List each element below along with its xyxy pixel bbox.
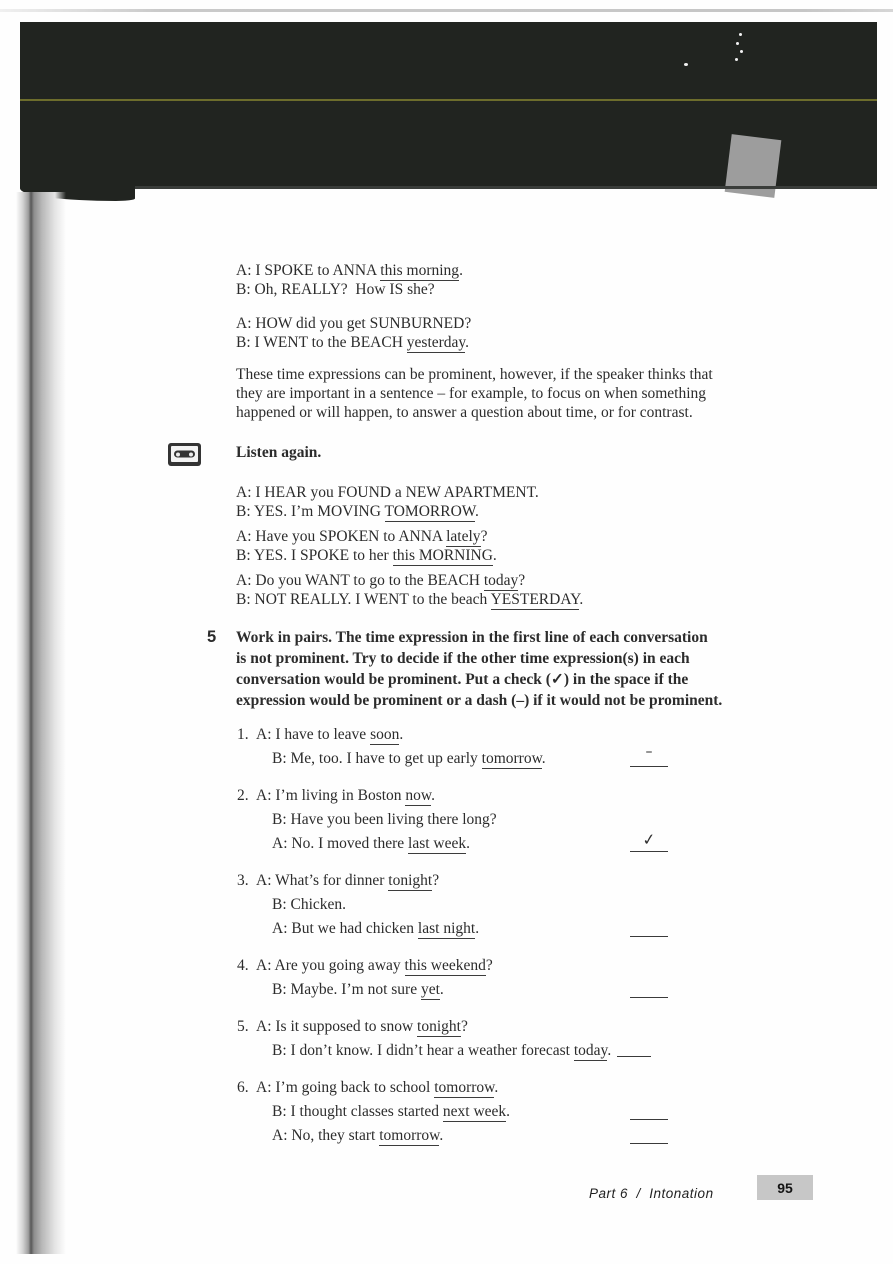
underlined-time-expression: this morning — [380, 262, 460, 279]
dialogue-pair — [236, 261, 463, 299]
text-segment: A: HOW did you get SUNBURNED? — [236, 315, 472, 332]
text-segment: B: I thought classes started — [272, 1103, 443, 1120]
text-segment: A: I have to leave — [256, 726, 371, 743]
text-segment: . — [607, 1042, 612, 1059]
text-segment: B: Have you been living there long? — [272, 811, 497, 828]
cassette-reel-icon — [189, 452, 193, 456]
text-line: Work in pairs. The time expression in the first line of each conversation — [236, 629, 708, 646]
text-segment: . — [506, 1103, 511, 1120]
text-segment: A: Is it supposed to snow — [256, 1018, 418, 1035]
white-speck — [735, 58, 738, 61]
dialogue-line — [236, 869, 716, 893]
text-line: happened or will happen, to answer a question about time, or for contrast. — [236, 404, 693, 421]
dialogue-line — [236, 1039, 716, 1063]
underlined-time-expression: now — [405, 787, 432, 804]
text-segment: A: Do you WANT to go to the BEACH — [236, 572, 484, 589]
exercise-item — [236, 1076, 716, 1148]
dialogue-line — [236, 784, 716, 808]
text-segment: ? — [518, 572, 526, 589]
explanatory-paragraph — [236, 365, 713, 422]
dialogue-pair — [236, 527, 497, 565]
answer-blank — [630, 1104, 668, 1120]
text-segment: A: I SPOKE to ANNA — [236, 262, 381, 279]
exercise-item — [236, 954, 716, 1002]
text-segment: A: No. I moved there — [272, 835, 409, 852]
exercise-item — [236, 1015, 716, 1063]
text-segment: . — [439, 981, 444, 998]
text-segment: A: What’s for dinner — [256, 872, 389, 889]
underlined-time-expression: this MORNING — [392, 547, 493, 564]
answer-blank — [630, 829, 668, 852]
text-segment: A: I HEAR you FOUND a NEW APARTMENT. — [236, 484, 539, 501]
underlined-time-expression: soon — [370, 726, 400, 743]
dialogue-line — [236, 571, 583, 590]
underlined-time-expression: tomorrow — [379, 1127, 440, 1144]
text-line: expression would be prominent or a dash (–) if it would not be prominent. — [236, 692, 723, 709]
item-number: 5. — [237, 1018, 249, 1035]
underlined-time-expression: tonight — [388, 872, 433, 889]
text-segment: A: I’m living in Boston — [256, 787, 406, 804]
text-segment: B: NOT REALLY. I WENT to the beach — [236, 591, 491, 608]
text-segment: A: Have you SPOKEN to ANNA — [236, 528, 447, 545]
book-spine-shadow — [16, 192, 66, 1254]
answer-blank — [630, 921, 668, 937]
scan-highlight-line — [20, 99, 877, 101]
white-speck — [740, 50, 743, 53]
text-line: These time expressions can be prominent, however, if the speaker thinks that — [236, 366, 713, 383]
underlined-time-expression: lately — [446, 528, 481, 545]
text-segment: A: No, they start — [272, 1127, 380, 1144]
scan-top-gray-line — [0, 9, 893, 12]
exercise-item — [236, 784, 716, 856]
underlined-time-expression: this weekend — [404, 957, 486, 974]
handwritten-check-mark: ✓ — [641, 829, 657, 850]
text-line: conversation would be prominent. Put a check (✓) in the space if the — [236, 671, 689, 688]
exercise-item — [236, 723, 716, 771]
text-segment: . — [465, 334, 470, 351]
text-segment: . — [474, 503, 479, 520]
cassette-tape-bar — [174, 451, 195, 458]
underlined-time-expression: today — [573, 1042, 608, 1059]
dialogue-line — [236, 978, 716, 1002]
cassette-reel-icon — [176, 452, 180, 456]
dialogue-line — [236, 261, 463, 280]
dialogue-line — [236, 954, 716, 978]
item-number: 4. — [237, 957, 249, 974]
scan-band-edge — [135, 186, 877, 189]
dialogue-line — [236, 893, 716, 917]
text-segment: A: But we had chicken — [272, 920, 418, 937]
text-segment: A: Are you going away — [256, 957, 405, 974]
underlined-time-expression: next week — [442, 1103, 507, 1120]
white-speck — [739, 33, 742, 36]
underlined-time-expression: yesterday — [406, 334, 466, 351]
listen-again-label: Listen again. — [236, 444, 322, 461]
dialogue-line — [236, 829, 716, 856]
dialogue-line — [236, 314, 471, 333]
text-segment: . — [459, 262, 463, 279]
text-segment: . — [492, 547, 497, 564]
text-segment: B: I WENT to the BEACH — [236, 334, 407, 351]
dialogue-pair — [236, 483, 539, 521]
white-speck — [684, 63, 688, 66]
text-segment: ? — [432, 872, 440, 889]
page-number: 95 — [777, 1179, 793, 1196]
dialogue-line — [236, 590, 583, 609]
text-segment: B: Chicken. — [272, 896, 347, 913]
text-segment: B: Maybe. I’m not sure — [272, 981, 421, 998]
text-segment: ? — [480, 528, 488, 545]
text-segment: . — [579, 591, 584, 608]
answer-blank — [617, 1044, 651, 1057]
white-speck — [736, 42, 739, 45]
underlined-time-expression: last night — [417, 920, 476, 937]
text-segment: A: I’m going back to school — [256, 1079, 435, 1096]
item-number: 3. — [237, 872, 249, 889]
underlined-time-expression: tomorrow — [434, 1079, 495, 1096]
exercise-number: 5 — [207, 628, 217, 646]
cassette-tape-icon — [168, 443, 201, 466]
text-segment: . — [466, 835, 471, 852]
dialogue-pair — [236, 571, 583, 609]
text-segment: . — [541, 750, 546, 767]
text-segment: . — [431, 787, 435, 804]
dialogue-line — [236, 483, 539, 502]
answer-blank — [630, 744, 668, 767]
exercise-item-list — [236, 723, 716, 1161]
dialogue-line — [236, 527, 497, 546]
text-segment: . — [494, 1079, 499, 1096]
text-segment: ? — [460, 1018, 468, 1035]
text-segment: B: I don’t know. I didn’t hear a weather forecast — [272, 1042, 574, 1059]
page-number-badge — [757, 1175, 813, 1200]
underlined-time-expression: tonight — [417, 1018, 461, 1035]
dialogue-line — [236, 1124, 716, 1148]
text-segment: . — [475, 920, 480, 937]
exercise-instructions — [236, 627, 722, 711]
footer-section-label: Part 6 / Intonation — [589, 1186, 714, 1201]
text-line: is not prominent. Try to decide if the other time expression(s) in each — [236, 650, 690, 667]
dialogue-line — [236, 502, 539, 521]
cassette-window — [171, 446, 198, 462]
text-line: they are important in a sentence – for example, to focus on when something — [236, 385, 707, 402]
text-segment: ? — [485, 957, 493, 974]
dialogue-line — [236, 333, 471, 352]
underlined-time-expression: TOMORROW — [384, 503, 475, 520]
scan-black-band — [20, 22, 877, 188]
underlined-time-expression: YESTERDAY — [490, 591, 580, 608]
item-number: 6. — [237, 1079, 249, 1096]
dialogue-line — [236, 1100, 716, 1124]
text-segment: B: Oh, REALLY? How IS she? — [236, 281, 435, 298]
exercise-item — [236, 869, 716, 941]
underlined-time-expression: last week — [408, 835, 467, 852]
text-segment: B: YES. I’m MOVING — [236, 503, 385, 520]
dialogue-line — [236, 280, 463, 299]
underlined-time-expression: today — [483, 572, 519, 589]
text-segment: . — [399, 726, 404, 743]
item-number: 2. — [237, 787, 249, 804]
answer-blank — [630, 1128, 668, 1144]
dialogue-line — [236, 917, 716, 941]
item-number: 1. — [237, 726, 249, 743]
underlined-time-expression: tomorrow — [481, 750, 542, 767]
text-segment: . — [439, 1127, 444, 1144]
dialogue-line — [236, 546, 497, 565]
text-segment: B: YES. I SPOKE to her — [236, 547, 393, 564]
handwritten-dash-mark: – — [645, 744, 653, 760]
dialogue-pair — [236, 314, 471, 352]
text-segment: B: Me, too. I have to get up early — [272, 750, 482, 767]
underlined-time-expression: yet — [420, 981, 440, 998]
dialogue-line — [236, 1076, 716, 1100]
dialogue-line — [236, 744, 716, 771]
dialogue-line — [236, 1015, 716, 1039]
answer-blank — [630, 982, 668, 998]
